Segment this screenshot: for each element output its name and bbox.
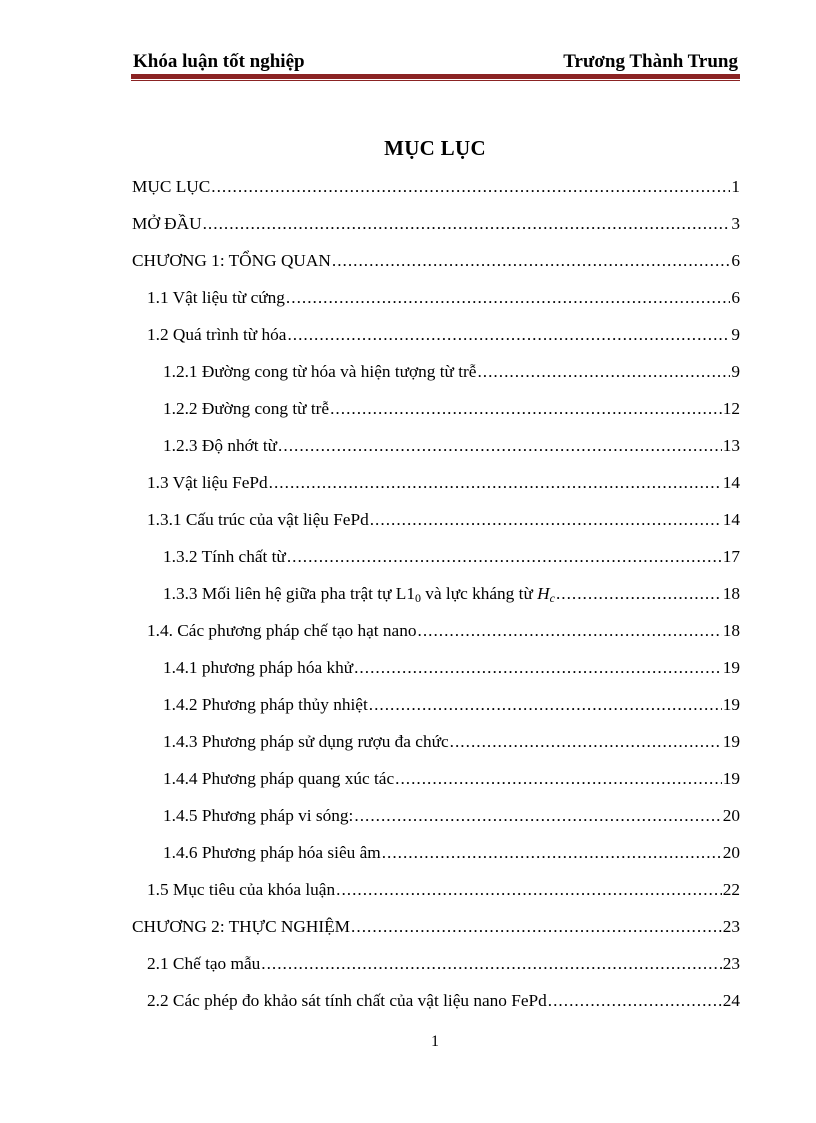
- toc-entry-1-2[interactable]: [131, 323, 740, 360]
- toc-entry-text: 1.3 Vật liệu FePd: [147, 473, 268, 492]
- page-number: 1: [431, 1033, 439, 1050]
- toc-entry-2-2[interactable]: [131, 989, 740, 1026]
- subscript-c: c: [549, 591, 555, 605]
- dot-leader: [336, 878, 722, 902]
- toc-entry-text: 1.4.5 Phương pháp vi sóng:: [163, 806, 354, 825]
- subscript-zero: 0: [414, 591, 421, 605]
- dot-leader: [382, 841, 722, 865]
- toc-entry-text-part: và lực kháng từ: [420, 584, 538, 603]
- toc-page-number: 22: [722, 880, 740, 899]
- dot-leader: [211, 175, 730, 199]
- toc-entry-text: 1.4.2 Phương pháp thủy nhiệt: [163, 695, 368, 714]
- toc-entry-text: 1.4. Các phương pháp chế tạo hạt nano: [147, 621, 417, 640]
- toc-page-number: 18: [722, 584, 740, 603]
- dot-leader: [477, 360, 730, 384]
- toc-entry-text: 1.3.1 Cấu trúc của vật liệu FePd: [147, 510, 369, 529]
- toc-page-number: 1: [731, 177, 740, 196]
- toc-page-number: 6: [731, 251, 740, 270]
- toc-page-number: 19: [722, 769, 740, 788]
- header-rule: [131, 74, 740, 79]
- dot-leader: [287, 323, 730, 347]
- toc-page-number: 24: [722, 991, 740, 1010]
- dot-leader: [369, 693, 722, 717]
- toc-page-number: 23: [722, 954, 740, 973]
- toc-entry-text: CHƯƠNG 1: TỔNG QUAN: [132, 251, 331, 270]
- toc-entry-2-1[interactable]: [131, 952, 740, 989]
- toc-entry-text: 1.5 Mục tiêu của khóa luận: [147, 880, 336, 899]
- toc-page-number: 23: [722, 917, 740, 936]
- toc-entry-1-4-5[interactable]: [131, 804, 740, 841]
- toc-page-number: 12: [722, 399, 740, 418]
- toc-page-number: 19: [722, 658, 740, 677]
- toc-entry-text: 1.4.3 Phương pháp sử dụng rượu đa chức: [163, 732, 449, 751]
- toc-entry-1-3-2[interactable]: [131, 545, 740, 582]
- toc-entry-text: 1.3.2 Tính chất từ: [163, 547, 286, 566]
- dot-leader: [203, 212, 731, 236]
- toc-page-number: 3: [731, 214, 740, 233]
- toc-entry-1-3-1[interactable]: [131, 508, 740, 545]
- toc-entry-1-2-2[interactable]: [131, 397, 740, 434]
- toc-page-number: 9: [731, 325, 740, 344]
- toc-page-number: 19: [722, 732, 740, 751]
- toc-entry-1-4-2[interactable]: [131, 693, 740, 730]
- dot-leader: [287, 545, 722, 569]
- dot-leader: [548, 989, 722, 1013]
- toc-entry-1-4[interactable]: [131, 619, 740, 656]
- toc-entry-text: 2.1 Chế tạo mẫu: [147, 954, 261, 973]
- dot-leader: [261, 952, 721, 976]
- toc-entry-1-3[interactable]: [131, 471, 740, 508]
- header-author: Trương Thành Trung: [563, 51, 738, 72]
- toc-entry-1-4-1[interactable]: [131, 656, 740, 693]
- dot-leader: [418, 619, 722, 643]
- toc-entry-1-4-6[interactable]: [131, 841, 740, 878]
- toc-entry-1-2-3[interactable]: [131, 434, 740, 471]
- toc-entry-1-1[interactable]: [131, 286, 740, 323]
- toc-entry-text: MỤC LỤC: [132, 177, 211, 196]
- dot-leader: [354, 656, 722, 680]
- toc-entry-text: 1.2.2 Đường cong từ trễ: [163, 399, 330, 418]
- toc-entry-text: 1.2.3 Độ nhớt từ: [163, 436, 278, 455]
- variable-h: H: [537, 584, 550, 603]
- page-title: MỤC LỤC: [384, 136, 486, 160]
- toc-entry-text: [163, 582, 555, 610]
- toc-entry-text: 1.4.4 Phương pháp quang xúc tác: [163, 769, 395, 788]
- toc-entry-text-part: 1.3.3 Mối liên hệ giữa pha trật tự L1: [163, 584, 415, 603]
- dot-leader: [450, 730, 722, 754]
- dot-leader: [332, 249, 730, 273]
- toc-page-number: 14: [722, 473, 740, 492]
- toc-entry-text: 1.4.6 Phương pháp hóa siêu âm: [163, 843, 381, 862]
- toc-page-number: 13: [722, 436, 740, 455]
- toc-page-number: 9: [731, 362, 740, 381]
- toc-page-number: 14: [722, 510, 740, 529]
- toc-entry-mo-dau[interactable]: [131, 212, 740, 249]
- dot-leader: [269, 471, 722, 495]
- toc-entry-1-4-4[interactable]: [131, 767, 740, 804]
- dot-leader: [351, 915, 722, 939]
- dot-leader: [395, 767, 722, 791]
- toc-page-number: 20: [722, 806, 740, 825]
- toc-entry-1-3-3[interactable]: [131, 582, 740, 619]
- toc-page-number: 17: [722, 547, 740, 566]
- toc-entry-1-5[interactable]: [131, 878, 740, 915]
- dot-leader: [354, 804, 721, 828]
- toc-entry-text: 1.4.1 phương pháp hóa khử: [163, 658, 354, 677]
- toc-entry-chuong-2[interactable]: [131, 915, 740, 952]
- toc-page-number: 19: [722, 695, 740, 714]
- toc-entry-1-4-3[interactable]: [131, 730, 740, 767]
- toc-page-number: 6: [731, 288, 740, 307]
- header-left-title: Khóa luận tốt nghiệp: [133, 51, 305, 72]
- toc-entry-text: CHƯƠNG 2: THỰC NGHIỆM: [132, 917, 351, 936]
- toc-page-number: 18: [722, 621, 740, 640]
- header-rule-thin: [131, 80, 740, 81]
- dot-leader: [330, 397, 722, 421]
- page-header: [133, 51, 738, 73]
- dot-leader: [370, 508, 722, 532]
- toc-entry-text: MỞ ĐẦU: [132, 214, 202, 233]
- table-of-contents: [131, 175, 740, 1026]
- toc-page-number: 20: [722, 843, 740, 862]
- dot-leader: [556, 582, 722, 606]
- dot-leader: [286, 286, 730, 310]
- toc-entry-text: 2.2 Các phép đo khảo sát tính chất của vật liệu nano FePd: [147, 991, 547, 1010]
- toc-entry-muc-luc[interactable]: [131, 175, 740, 212]
- dot-leader: [278, 434, 722, 458]
- toc-entry-text: 1.1 Vật liệu từ cứng: [147, 288, 285, 307]
- toc-entry-chuong-1[interactable]: [131, 249, 740, 286]
- toc-entry-text: 1.2.1 Đường cong từ hóa và hiện tượng từ trễ: [163, 362, 477, 381]
- toc-entry-text: 1.2 Quá trình từ hóa: [147, 325, 287, 344]
- toc-entry-1-2-1[interactable]: [131, 360, 740, 397]
